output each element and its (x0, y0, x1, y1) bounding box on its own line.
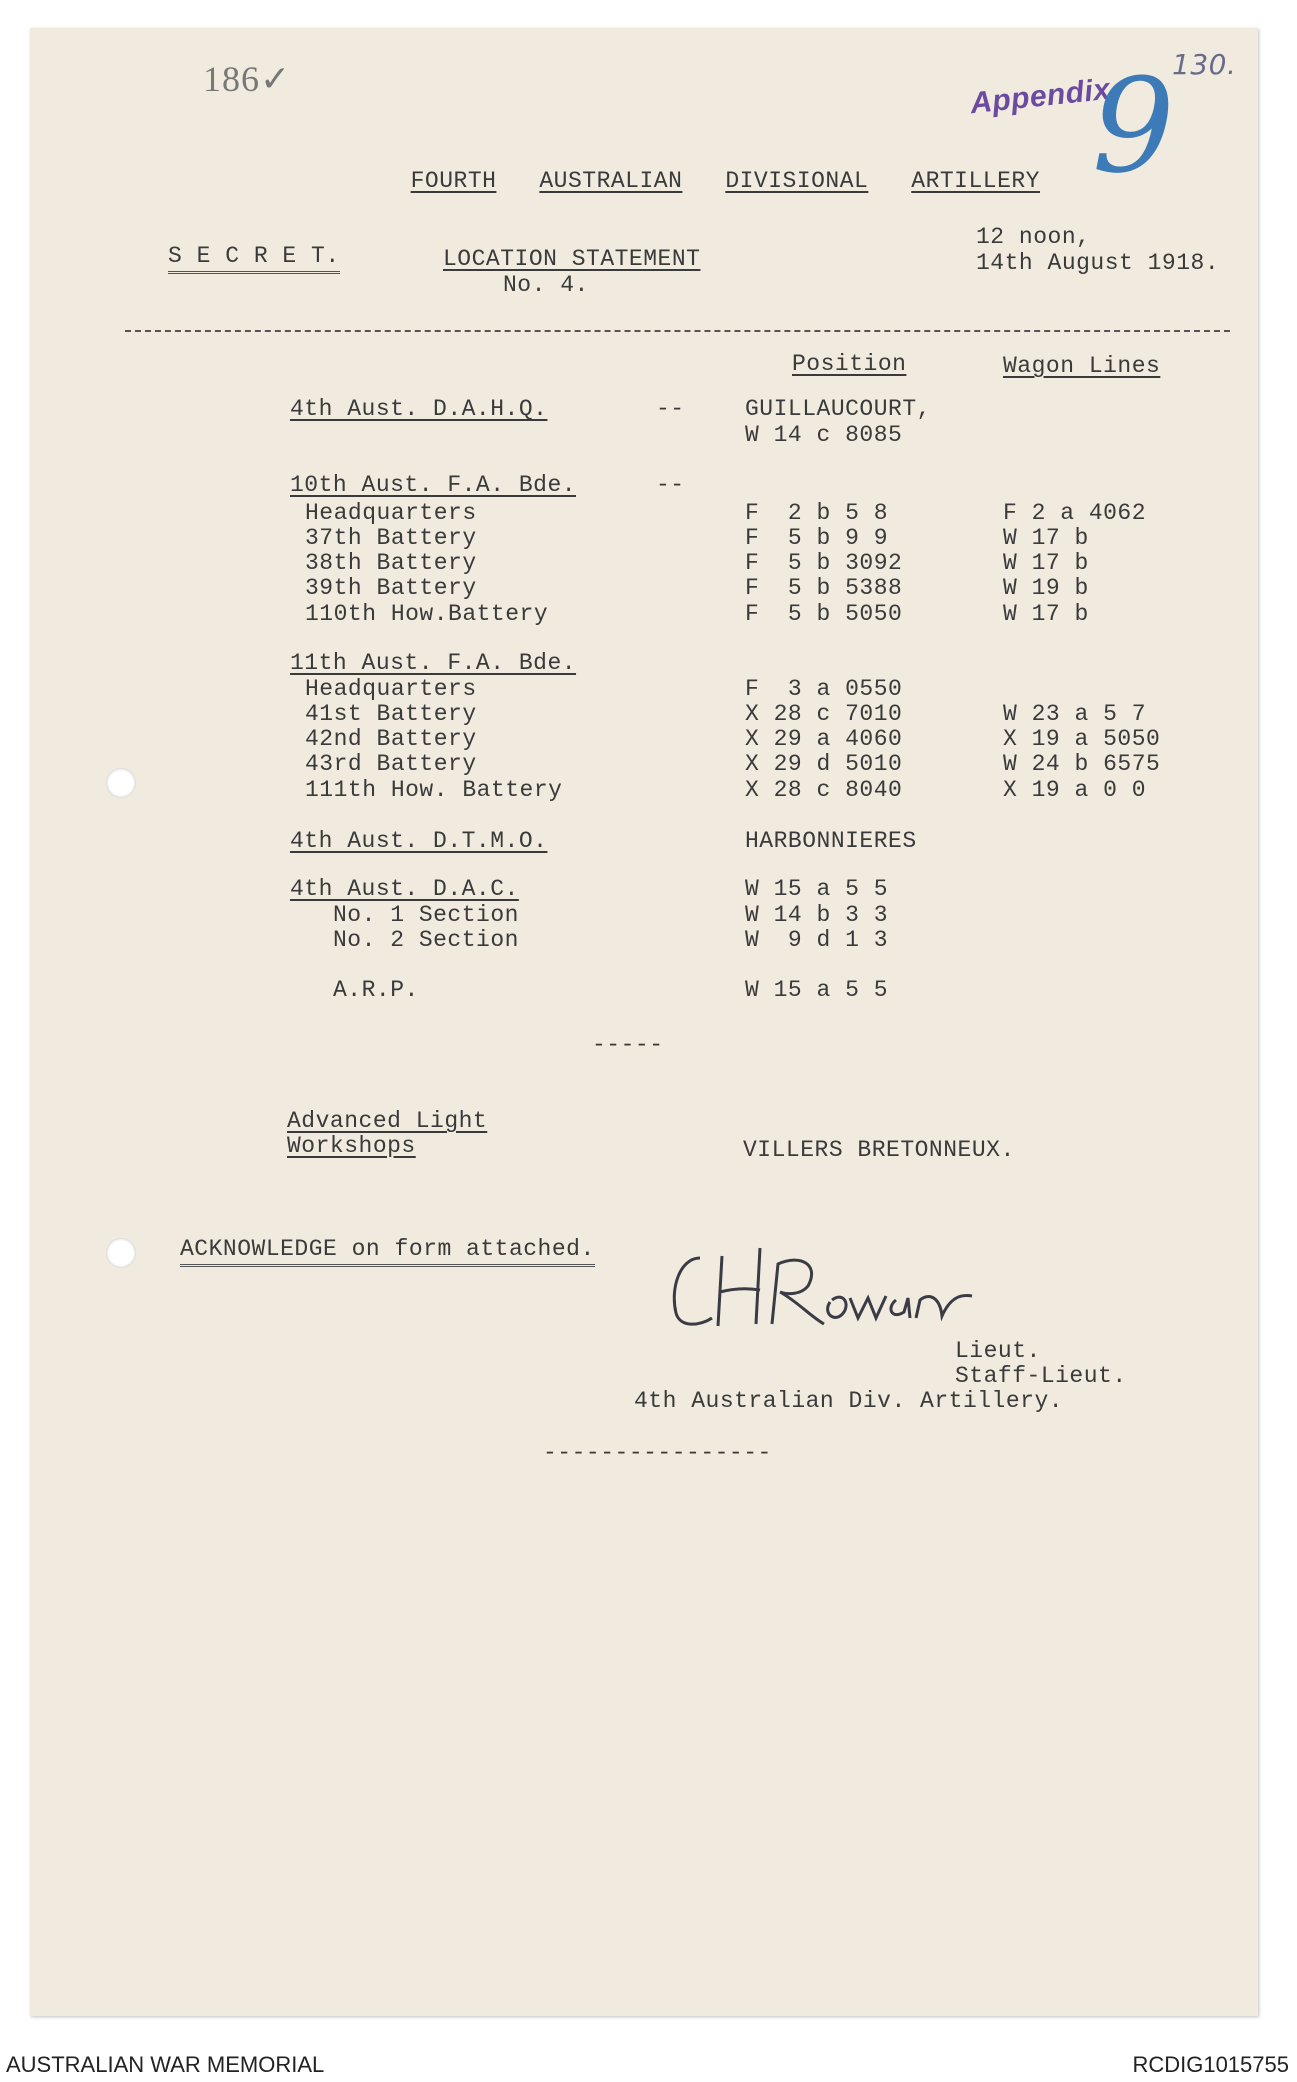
unit-position: F 5 b 5050 (745, 601, 903, 627)
unit-label: 41st Battery (305, 701, 477, 727)
unit-label: 43rd Battery (305, 751, 477, 777)
unit-position: GUILLAUCOURT, (745, 396, 931, 422)
unit-position: X 28 c 8040 (745, 777, 903, 803)
column-position: Position (792, 351, 907, 377)
unit-label: 11th Aust. F.A. Bde. (290, 650, 577, 676)
unit-label: 4th Aust. D.A.C. (290, 876, 519, 902)
statement-title: LOCATION STATEMENT (443, 246, 701, 272)
unit-position: X 29 d 5010 (745, 751, 903, 777)
workshops-position: VILLERS BRETONNEUX. (743, 1137, 1015, 1163)
pencil-folio: 130. (1172, 48, 1237, 81)
date: 14th August 1918. (976, 250, 1220, 276)
unit-wagon-lines: W 17 b (1003, 550, 1089, 576)
column-wagon-lines: Wagon Lines (1003, 353, 1161, 379)
classification: S E C R E T. (168, 243, 340, 274)
unit-position: HARBONNIERES (745, 828, 917, 854)
unit-position: F 2 b 5 8 (745, 500, 889, 526)
document-title: FOURTH AUSTRALIAN DIVISIONAL ARTILLERY (410, 168, 1040, 194)
unit-label: No. 2 Section (333, 927, 519, 953)
unit-dash: -- (656, 472, 685, 498)
unit-label: 111th How. Battery (305, 777, 563, 803)
acknowledge-text: ACKNOWLEDGE on form attached. (180, 1236, 595, 1262)
unit-label: 42nd Battery (305, 726, 477, 752)
unit-position: W 15 a 5 5 (745, 876, 889, 902)
unit-label: A.R.P. (333, 977, 419, 1003)
unit-position: X 28 c 7010 (745, 701, 903, 727)
unit-position: W 15 a 5 5 (745, 977, 889, 1003)
unit-wagon-lines: F 2 a 4062 (1003, 500, 1147, 526)
punch-hole (106, 768, 136, 798)
appendix-number: 9 (1092, 50, 1176, 202)
signature (660, 1228, 980, 1338)
signoff-unit: 4th Australian Div. Artillery. (634, 1388, 1064, 1414)
unit-wagon-lines: X 19 a 5050 (1003, 726, 1161, 752)
unit-position: X 29 a 4060 (745, 726, 903, 752)
unit-label: Headquarters (305, 500, 477, 526)
unit-position: F 5 b 5388 (745, 575, 903, 601)
end-rule: ---------------- (543, 1440, 772, 1466)
appendix-stamp: Appendix (968, 72, 1112, 121)
footer-left: AUSTRALIAN WAR MEMORIAL (6, 2052, 325, 2077)
unit-dash: -- (656, 396, 685, 422)
unit-position: F 3 a 0550 (745, 676, 903, 702)
unit-wagon-lines: W 23 a 5 7 (1003, 701, 1147, 727)
unit-wagon-lines: W 24 b 6575 (1003, 751, 1161, 777)
unit-wagon-lines: X 19 a 0 0 (1003, 777, 1147, 803)
unit-label: 38th Battery (305, 550, 477, 576)
unit-label: 4th Aust. D.T.M.O. (290, 828, 548, 854)
unit-wagon-lines: W 17 b (1003, 525, 1089, 551)
unit-wagon-lines: W 17 b (1003, 601, 1089, 627)
document-page (30, 28, 1258, 2016)
signoff-rank: Lieut. (955, 1338, 1041, 1364)
footer-right: RCDIG1015755 (1132, 2052, 1289, 2077)
unit-label: 110th How.Battery (305, 601, 549, 627)
separator: ----- (592, 1032, 664, 1058)
time: 12 noon, (976, 224, 1091, 250)
unit-label: No. 1 Section (333, 902, 519, 928)
unit-label: 10th Aust. F.A. Bde. (290, 472, 577, 498)
reference-number: 186✓ (203, 59, 292, 99)
unit-position: F 5 b 3092 (745, 550, 903, 576)
workshops-label-2: Workshops (287, 1133, 416, 1159)
unit-wagon-lines: W 19 b (1003, 575, 1089, 601)
punch-hole (106, 1238, 136, 1268)
signoff-role: Staff-Lieut. (955, 1363, 1127, 1389)
unit-position: W 9 d 1 3 (745, 927, 889, 953)
unit-label: Headquarters (305, 676, 477, 702)
unit-label: 4th Aust. D.A.H.Q. (290, 396, 548, 422)
unit-position: F 5 b 9 9 (745, 525, 889, 551)
unit-position: W 14 c 8085 (745, 422, 903, 448)
workshops-label-1: Advanced Light (287, 1108, 488, 1134)
unit-label: 39th Battery (305, 575, 477, 601)
unit-label: 37th Battery (305, 525, 477, 551)
unit-position: W 14 b 3 3 (745, 902, 889, 928)
header-rule (125, 330, 1230, 332)
statement-number: No. 4. (503, 272, 589, 298)
